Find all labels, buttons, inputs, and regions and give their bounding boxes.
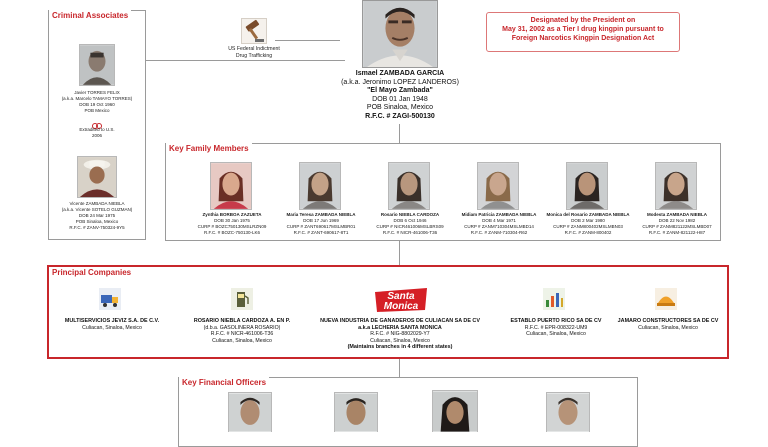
connector-indictment-to-main bbox=[275, 40, 340, 41]
family-member-caption bbox=[457, 212, 541, 236]
company-rosario-location: Culiacan, Sinaloa, Mexico bbox=[212, 337, 272, 344]
family-member-dob: DOB 2 Mar 1980 bbox=[571, 218, 605, 223]
family-member-curp: CURP # ZANM800402MSLMBN03 bbox=[553, 224, 623, 229]
notice-line1: Designated by the President on bbox=[530, 17, 636, 24]
bar-chart-icon bbox=[543, 288, 565, 310]
family-member-caption bbox=[368, 212, 452, 236]
family-member-dob: DOB 22 Nov 1982 bbox=[658, 218, 696, 223]
family-member-rfc: R.F.C. # NICR-461006-T36 bbox=[382, 230, 438, 235]
family-member-name: Midiam Patricia ZAMBADA NIEBLA bbox=[461, 212, 537, 217]
family-title: Key Family Members bbox=[166, 143, 252, 154]
financial-officer-photo-4 bbox=[546, 392, 590, 432]
company-nueva-location: Culiacan, Sinaloa, Mexico bbox=[370, 337, 430, 344]
associate-photo-javier-torres bbox=[79, 44, 115, 86]
family-member-photo bbox=[210, 162, 252, 210]
company-rosario-dba: (d.b.a. GASOLINERA ROSARIO) bbox=[203, 324, 281, 331]
company-jamaro-name: JAMARO CONSTRUCTORES SA DE CV bbox=[617, 318, 719, 324]
family-member-name: Monica del Rosario ZAMBADA NIEBLA bbox=[546, 212, 630, 217]
associate-2-name: Vicente ZAMBADA NIEBLA bbox=[69, 201, 125, 206]
main-person-nickname: "El Mayo Zambada" bbox=[367, 87, 433, 95]
criminal-associates-panel bbox=[48, 10, 146, 240]
connector-companies-to-financial bbox=[399, 358, 400, 378]
family-member-name: Maria Teresa ZAMBADA NIEBLA bbox=[286, 212, 356, 217]
company-rosario bbox=[188, 318, 296, 344]
family-member-dob: DOB 17 Jun 1969 bbox=[303, 218, 339, 223]
indictment-caption bbox=[214, 46, 294, 59]
connector-associates-to-main bbox=[145, 60, 345, 61]
family-member-caption bbox=[546, 212, 630, 236]
company-nueva-industria bbox=[310, 318, 490, 351]
family-member-photo bbox=[566, 162, 608, 210]
company-establo bbox=[502, 318, 610, 338]
main-person-caption bbox=[340, 70, 460, 122]
connector-main-to-family bbox=[399, 124, 400, 144]
notice-line3: Foreign Narcotics Kingpin Designation Act bbox=[511, 35, 655, 42]
family-member-rfc: R.F.C. # ZANM-821122-H87 bbox=[648, 230, 706, 235]
main-person-pob: POB Sinaloa, Mexico bbox=[366, 104, 434, 112]
family-member-name: Modesta ZAMBADA NIEBLA bbox=[646, 212, 708, 217]
designation-notice bbox=[486, 12, 680, 52]
associate-1-name: Javier TORRES FELIX bbox=[74, 90, 120, 95]
associate-1-caption bbox=[49, 90, 145, 114]
associate-2-dob: DOB 24 Mar 1975 bbox=[78, 213, 116, 218]
company-nueva-branches: (Maintains branches in 4 different states) bbox=[347, 344, 453, 351]
construction-icon bbox=[655, 288, 677, 310]
associate-1-note1: Extradited to U.S. bbox=[79, 127, 115, 132]
financial-officer-photo-3 bbox=[432, 390, 478, 432]
family-member-caption bbox=[279, 212, 363, 236]
companies-title: Principal Companies bbox=[49, 267, 134, 278]
main-person-rfc: R.F.C. # ZAGI-500130 bbox=[365, 112, 435, 120]
company-rosario-name: ROSARIO NIEBLA CARDOZA A. EN P. bbox=[193, 318, 291, 324]
associate-2-rfc: R.F.C. # ZANV-750324-9Y5 bbox=[69, 225, 125, 230]
family-member-rfc: R.F.C. # ZANT-690617-8T1 bbox=[293, 230, 349, 235]
connector-family-to-companies bbox=[399, 240, 400, 266]
company-jamaro-location: Culiacan, Sinaloa, Mexico bbox=[638, 324, 698, 331]
notice-line2: May 31, 2002 as a Tier I drug kingpin pursuant to bbox=[502, 26, 664, 33]
family-member-photo bbox=[477, 162, 519, 210]
main-person-aka: (a.k.a. Jeronimo LOPEZ LANDEROS) bbox=[341, 78, 459, 86]
gavel-icon bbox=[241, 18, 267, 44]
santa-monica-logo bbox=[371, 286, 431, 314]
family-member-curp: CURP # BOZC750130MSLRZN09 bbox=[197, 224, 267, 229]
family-member-rfc: R.F.C. # ZANM-800402 bbox=[564, 230, 612, 235]
family-member-caption bbox=[635, 212, 719, 236]
company-jeviz-location: Culiacan, Sinaloa, Mexico bbox=[82, 324, 142, 331]
company-jamaro bbox=[614, 318, 722, 331]
associate-1-extradition bbox=[49, 127, 145, 139]
associate-2-aka: (a.k.a. Vicente SOTELO GUZMAN) bbox=[61, 207, 133, 212]
associate-1-aka: (a.k.a. Marcelo TAMAYO TORRES) bbox=[61, 96, 133, 101]
family-member-dob: DOB 6 Oct 1946 bbox=[393, 218, 427, 223]
associate-2-pob: POB Sinaloa, Mexico bbox=[75, 219, 119, 224]
family-member-curp: CURP # ZANM821122MSLMBD07 bbox=[642, 224, 712, 229]
family-member-photo bbox=[299, 162, 341, 210]
family-member-curp: CURP # ZANM710304MSLMBD14 bbox=[464, 224, 534, 229]
financial-officer-photo-1 bbox=[228, 392, 272, 432]
family-member-curp: CURP # ZANT690617MSLMBR01 bbox=[286, 224, 356, 229]
company-jeviz bbox=[58, 318, 166, 331]
gas-pump-icon bbox=[231, 288, 253, 310]
main-person-dob: DOB 01 Jan 1948 bbox=[372, 95, 428, 103]
handcuffs-icon bbox=[92, 117, 102, 125]
financial-officer-photo-2 bbox=[334, 392, 378, 432]
truck-icon bbox=[99, 288, 121, 310]
associate-2-caption bbox=[49, 201, 145, 231]
family-member-caption bbox=[190, 212, 274, 236]
company-nueva-rfc: R.F.C. # NIG-8802029-Y7 bbox=[370, 331, 430, 338]
associate-1-note2: 2006 bbox=[91, 133, 102, 138]
indictment-line2: Drug Trafficking bbox=[235, 52, 273, 59]
family-member-name: Zynthia BORBOA ZAZUETA bbox=[202, 212, 262, 217]
company-rosario-rfc: R.F.C. # NICR-461006-T36 bbox=[210, 331, 274, 338]
main-person-photo bbox=[362, 0, 438, 68]
family-member-curp: CURP # NICR461006MSLBRS09 bbox=[376, 224, 444, 229]
associate-1-dob: DOB 19 Oct 1960 bbox=[79, 102, 115, 107]
associate-photo-vicente-zambada bbox=[77, 156, 117, 198]
company-establo-name: ESTABLO PUERTO RICO SA DE CV bbox=[510, 318, 602, 324]
logo-text-monica: Monica bbox=[383, 301, 419, 312]
family-member-name: Rosario NIEBLA CARDOZA bbox=[380, 212, 440, 217]
indictment-line1: US Federal Indictment bbox=[228, 46, 280, 52]
company-establo-rfc: R.F.C. # EPR-008322-UM9 bbox=[524, 324, 588, 331]
company-jeviz-name: MULTISERVICIOS JEVIZ S.A. DE C.V. bbox=[64, 318, 160, 324]
associate-1-pob: POB Mexico bbox=[84, 108, 110, 113]
family-member-rfc: R.F.C. # BOZC-750130-LK6 bbox=[203, 230, 261, 235]
family-member-rfc: R.F.C. # ZANM-710304-R62 bbox=[470, 230, 528, 235]
financial-title: Key Financial Officers bbox=[179, 377, 269, 388]
family-member-photo bbox=[388, 162, 430, 210]
family-member-photo bbox=[655, 162, 697, 210]
family-member-dob: DOB 30 Jan 1975 bbox=[214, 218, 250, 223]
main-person-name: Ismael ZAMBADA GARCIA bbox=[355, 70, 445, 77]
company-nueva-name: NUEVA INDUSTRIA DE GANADEROS DE CULIACAN SA DE CV bbox=[320, 318, 480, 324]
criminal-associates-title: Criminal Associates bbox=[49, 10, 131, 21]
company-establo-location: Culiacan, Sinaloa, Mexico bbox=[526, 331, 586, 338]
family-member-dob: DOB 4 Mar 1971 bbox=[482, 218, 516, 223]
logo-text-santa: Santa bbox=[387, 291, 415, 302]
company-nueva-aka: a.k.a LECHERIA SANTA MONICA bbox=[358, 324, 442, 331]
